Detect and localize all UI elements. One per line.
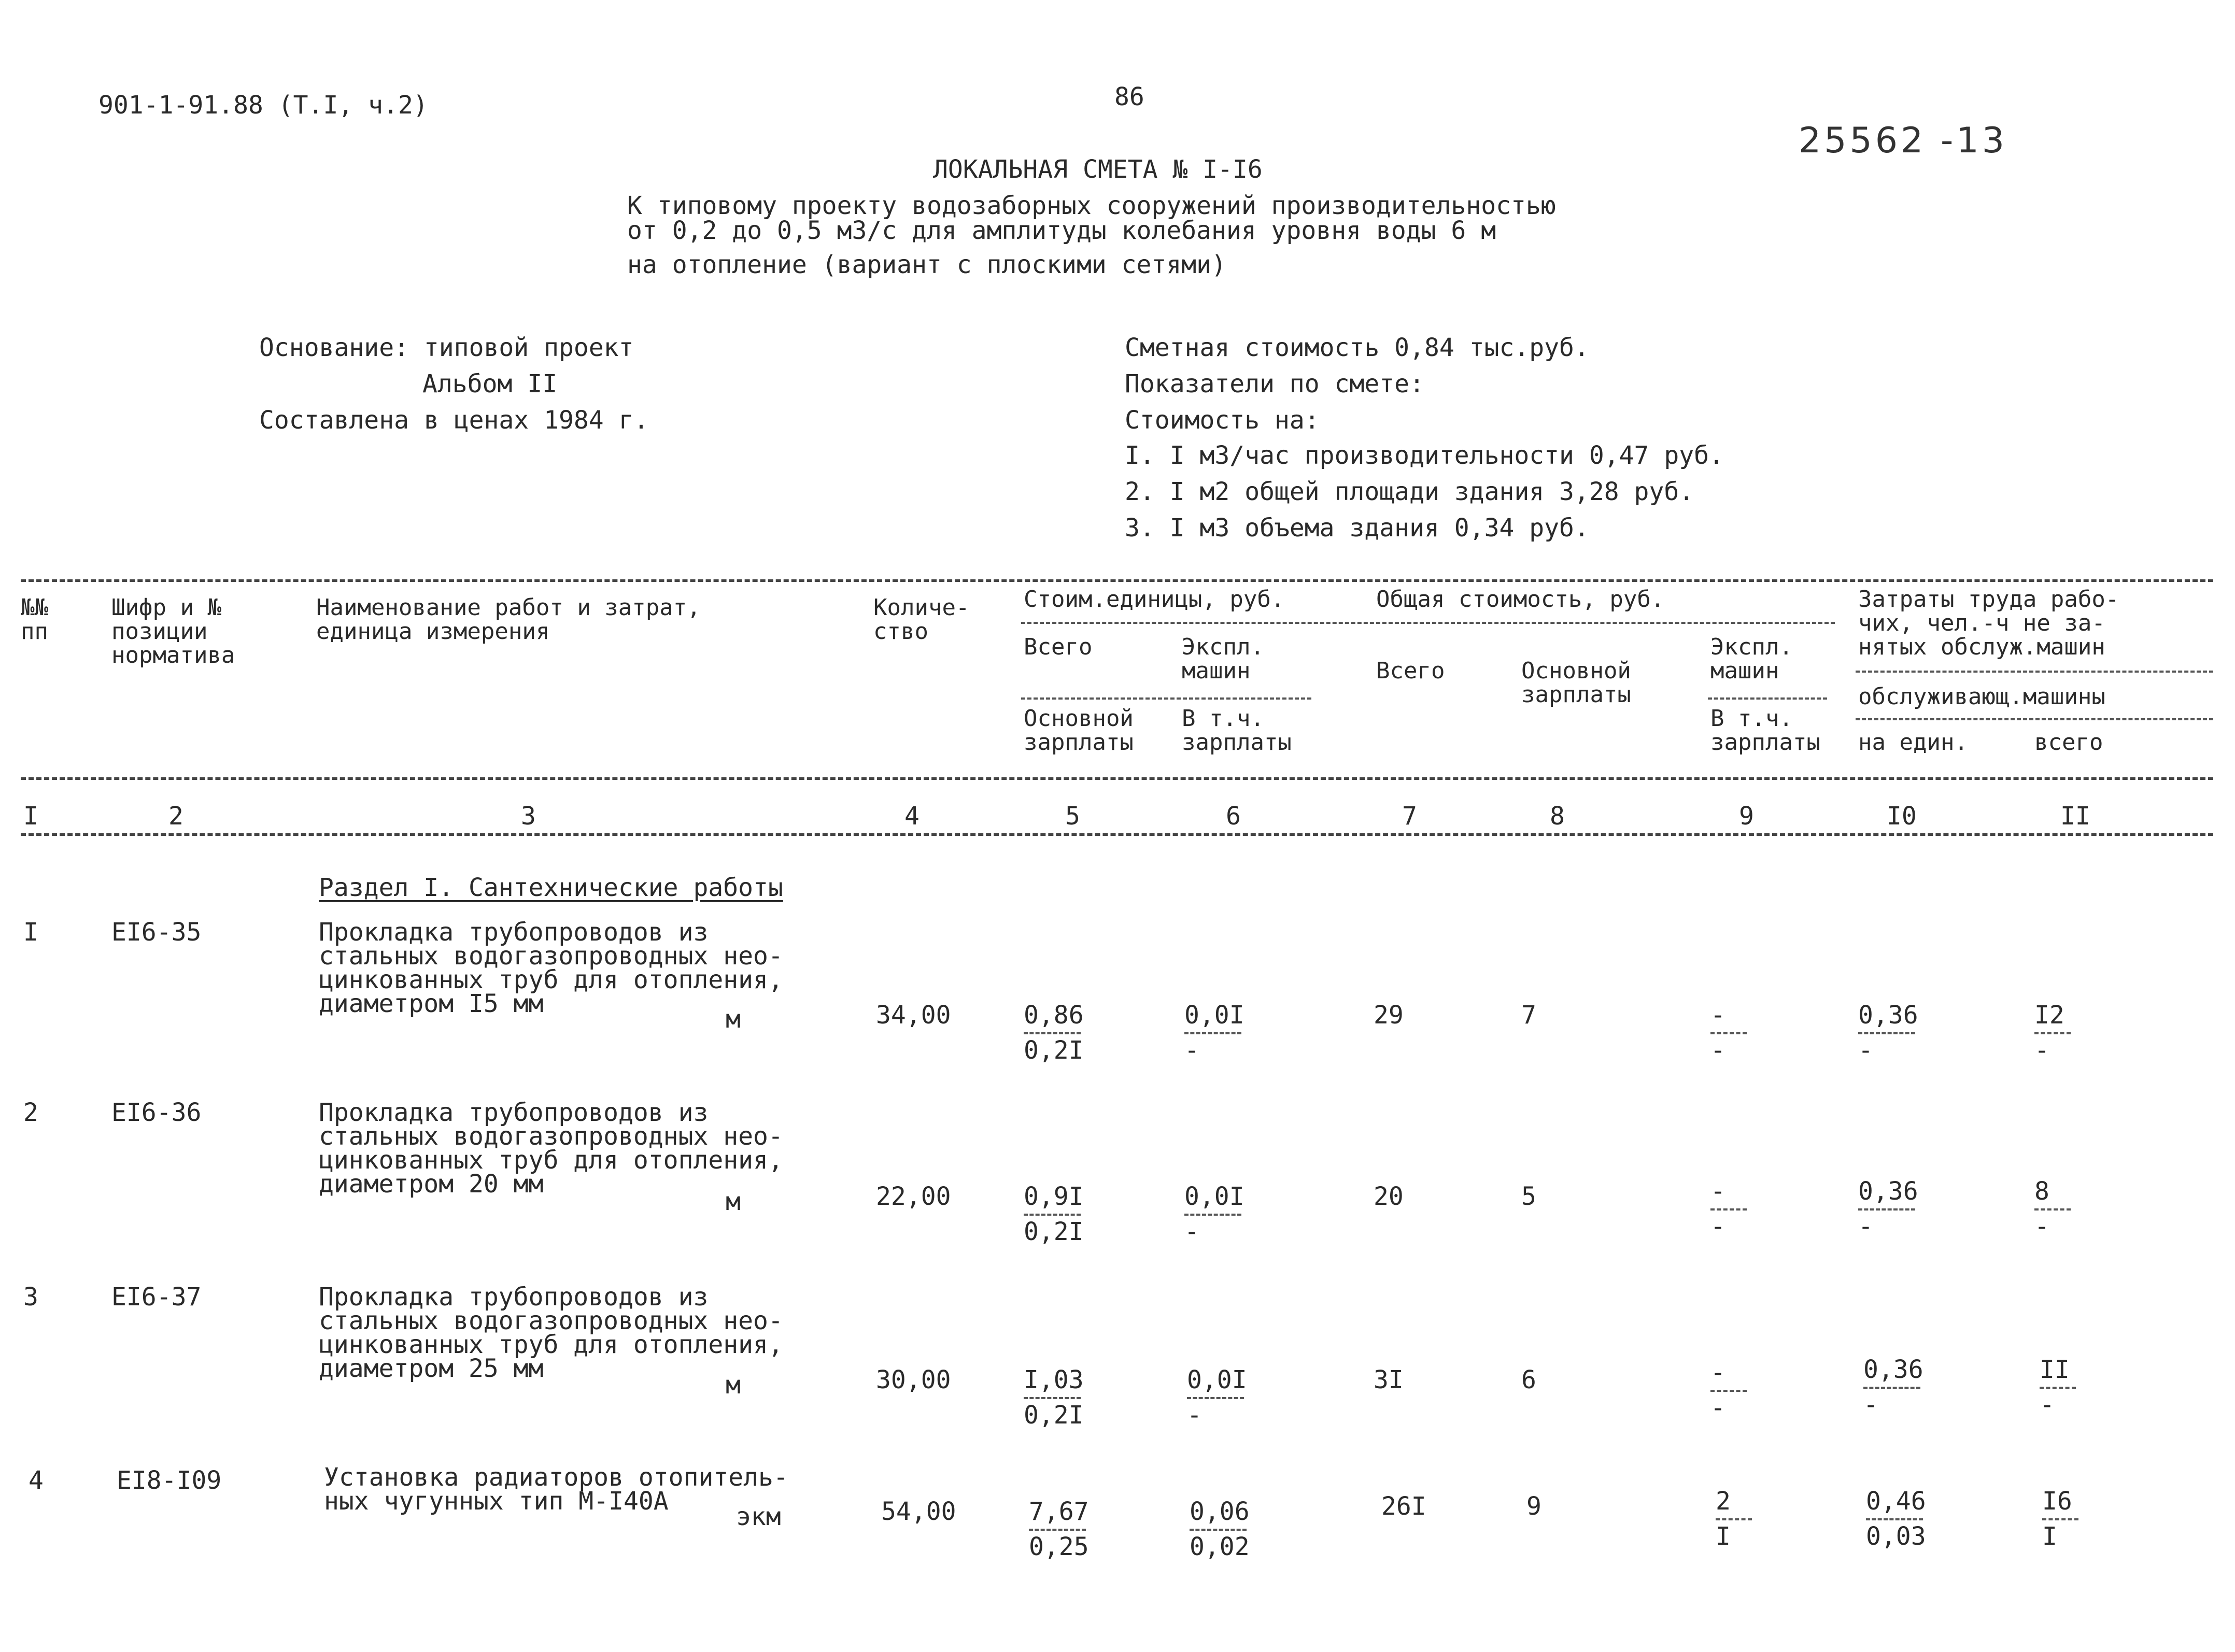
row-work-name: Установка радиаторов отопитель- ных чугунных тип М-I40А [324, 1463, 788, 1516]
labor-per-unit: 0,36 [1858, 1001, 1918, 1030]
column-number: 8 [1550, 802, 1565, 831]
row-labor-total [2042, 1487, 2104, 1550]
header-group-unit-cost: Стоим.единицы, руб. [1024, 586, 1285, 613]
labor-per-unit-machines: - [1863, 1390, 1878, 1419]
labor-total-machines: - [2034, 1036, 2049, 1065]
header-col-9-bottom: В т.ч. зарплаты [1710, 705, 1820, 756]
row-labor-per-unit [1858, 1001, 1920, 1064]
cost-line-3: Стоимость на: [1125, 406, 1320, 435]
column-number: 5 [1065, 802, 1080, 831]
labor-per-unit-machines: - [1858, 1036, 1873, 1065]
labor-total-machines: - [2034, 1212, 2049, 1241]
column-number: 2 [168, 802, 183, 831]
column-number: I [23, 802, 38, 831]
column-number: 9 [1739, 802, 1754, 831]
header-bottom-rule [21, 777, 2213, 780]
row-unit-cost-total [1024, 1366, 1086, 1429]
column-numbers-rule [21, 833, 2213, 836]
header-col-7: Всего [1376, 658, 1445, 684]
row-unit-cost-total [1024, 1001, 1086, 1064]
row-unit: м [726, 1371, 741, 1400]
labor-total-machines: - [2040, 1390, 2055, 1419]
labor-per-unit-machines: 0,03 [1866, 1522, 1926, 1551]
unit-machines: 0,0I [1187, 1365, 1247, 1394]
column-number: I0 [1887, 802, 1917, 831]
row-number: 3 [23, 1283, 38, 1312]
row-labor-per-unit [1866, 1487, 1928, 1550]
subtitle-line-1: К типовому проекту водозаборных сооружений производительностью [627, 191, 1556, 220]
column-number: 4 [904, 802, 920, 831]
unit-cost-wages: 0,2I [1024, 1217, 1084, 1246]
document-title: ЛОКАЛЬНАЯ СМЕТА № I-I6 [933, 155, 1263, 184]
total-machines: - [1710, 1001, 1725, 1030]
total-machines: 2 [1716, 1487, 1731, 1516]
row-unit: м [726, 1005, 741, 1034]
header-labor-rule-2 [1856, 718, 2213, 720]
header-col-5-bottom: Основной зарплаты [1024, 705, 1134, 756]
basis-line-1: Основание: типовой проект [259, 333, 634, 362]
unit-machines-wages: 0,02 [1190, 1532, 1250, 1561]
unit-cost-wages: 0,2I [1024, 1036, 1084, 1065]
row-work-name: Прокладка трубопроводов из стальных водогазопроводных нео- цинкованных труб для отопления, диаметром 25 мм [319, 1283, 783, 1383]
row-quantity: 34,00 [876, 1001, 951, 1030]
row-total-machines [1710, 1177, 1773, 1241]
labor-total: I2 [2034, 1001, 2064, 1030]
header-col-4: Количе- ство [873, 594, 970, 645]
header-col-9-top: Экспл. машин [1710, 634, 1793, 684]
row-code: EI6-37 [111, 1283, 202, 1312]
row-code: EI6-35 [111, 918, 202, 947]
header-col-6-top: Экспл. машин [1182, 634, 1264, 684]
row-unit-cost-machines [1190, 1498, 1252, 1561]
labor-per-unit-machines: - [1858, 1212, 1873, 1241]
header-labor-sub: обслуживающ.машины [1858, 683, 2105, 710]
row-number: I [23, 918, 38, 947]
row-labor-total [2034, 1001, 2097, 1064]
row-labor-per-unit [1858, 1177, 1920, 1241]
row-total-cost: 26I [1381, 1492, 1426, 1521]
row-unit: м [726, 1187, 741, 1216]
row-unit-cost-total [1029, 1498, 1091, 1561]
column-number: II [2060, 802, 2090, 831]
header-labor-rule-1 [1856, 671, 2213, 673]
row-quantity: 54,00 [881, 1497, 956, 1526]
document-code: 901-1-91.88 (Т.I, ч.2) [98, 91, 428, 120]
total-machines-wages: - [1710, 1393, 1725, 1422]
row-unit-cost-machines [1184, 1001, 1247, 1064]
unit-cost-total: 0,86 [1024, 1001, 1084, 1030]
unit-cost-wages: 0,25 [1029, 1532, 1089, 1561]
unit-machines-wages: - [1187, 1401, 1202, 1430]
labor-total-machines: I [2042, 1522, 2057, 1551]
unit-cost-total: 7,67 [1029, 1497, 1089, 1526]
table-top-rule [21, 579, 2213, 582]
column-number: 6 [1226, 802, 1241, 831]
total-machines-wages: - [1710, 1036, 1725, 1065]
column-number: 7 [1402, 802, 1417, 831]
row-quantity: 30,00 [876, 1365, 951, 1394]
row-labor-per-unit [1863, 1356, 1926, 1419]
labor-total: II [2040, 1355, 2070, 1384]
header-col-2: Шифр и № позиции норматива [111, 594, 235, 668]
header-group-total-cost: Общая стоимость, руб. [1376, 586, 1665, 613]
header-col-5-top: Всего [1024, 634, 1093, 660]
row-total-wages: 7 [1521, 1001, 1536, 1030]
unit-cost-wages: 0,2I [1024, 1401, 1084, 1430]
total-machines-wages: I [1716, 1522, 1731, 1551]
header-col-11: всего [2034, 729, 2103, 756]
row-total-machines [1710, 1359, 1773, 1422]
row-total-cost: 20 [1374, 1182, 1404, 1211]
cost-line-6: 3. I м3 объема здания 0,34 руб. [1125, 514, 1589, 543]
cost-line-1: Сметная стоимость 0,84 тыс.руб. [1125, 333, 1589, 362]
total-machines: - [1710, 1358, 1725, 1387]
header-group-rule [1021, 622, 1835, 624]
header-group-labor: Затраты труда рабо- чих, чел.-ч не за- нятых обслуж.машин [1858, 586, 2119, 660]
row-code: EI8-I09 [117, 1466, 222, 1495]
row-work-name: Прокладка трубопроводов из стальных водогазопроводных нео- цинкованных труб для отопления, диаметром I5 мм [319, 918, 783, 1018]
header-col-3: Наименование работ и затрат, единица измерения [316, 594, 701, 645]
cost-line-4: I. I м3/час производительности 0,47 руб. [1125, 441, 1724, 470]
header-col-1: №№ пп [21, 594, 48, 645]
total-machines: - [1710, 1177, 1725, 1206]
row-unit: экм [736, 1502, 781, 1531]
cost-line-2: Показатели по смете: [1125, 369, 1424, 398]
row-total-cost: 3I [1374, 1365, 1404, 1394]
labor-per-unit: 0,36 [1858, 1177, 1918, 1206]
labor-per-unit: 0,36 [1863, 1355, 1923, 1384]
header-unit-sub-rule [1021, 697, 1311, 700]
unit-machines-wages: - [1184, 1036, 1199, 1065]
row-labor-total [2034, 1177, 2097, 1241]
row-total-machines [1710, 1001, 1773, 1064]
header-col-6-bottom: В т.ч. зарплаты [1182, 705, 1292, 756]
unit-cost-total: 0,9I [1024, 1182, 1084, 1211]
row-number: 2 [23, 1098, 38, 1127]
subtitle-line-3: на отопление (вариант с плоскими сетями) [627, 250, 1226, 279]
row-code: EI6-36 [111, 1098, 202, 1127]
subtitle-line-2: от 0,2 до 0,5 м3/с для амплитуды колебания уровня воды 6 м [627, 216, 1496, 245]
total-machines-wages: - [1710, 1212, 1725, 1241]
row-total-wages: 9 [1526, 1492, 1541, 1521]
row-unit-cost-machines [1184, 1183, 1247, 1246]
stamp-number: 25562 -13 [1799, 120, 2007, 161]
row-work-name: Прокладка трубопроводов из стальных водогазопроводных нео- цинкованных труб для отопления, диаметром 20 мм [319, 1098, 783, 1199]
page-number: 86 [1114, 82, 1144, 111]
labor-total: 8 [2034, 1177, 2049, 1206]
row-total-wages: 5 [1521, 1182, 1536, 1211]
row-labor-total [2040, 1356, 2102, 1419]
unit-machines: 0,0I [1184, 1001, 1244, 1030]
row-quantity: 22,00 [876, 1182, 951, 1211]
labor-total: I6 [2042, 1487, 2072, 1516]
row-unit-cost-total [1024, 1183, 1086, 1246]
row-total-cost: 29 [1374, 1001, 1404, 1030]
section-title: Раздел I. Сантехнические работы [319, 873, 783, 902]
header-col-9-rule [1708, 697, 1827, 700]
column-number: 3 [521, 802, 536, 831]
header-col-10: на един. [1858, 729, 1968, 756]
row-total-machines [1716, 1487, 1778, 1550]
unit-cost-total: I,03 [1024, 1365, 1084, 1394]
row-total-wages: 6 [1521, 1365, 1536, 1394]
basis-line-3: Составлена в ценах 1984 г. [259, 406, 649, 435]
row-number: 4 [29, 1466, 44, 1495]
unit-machines-wages: - [1184, 1217, 1199, 1246]
labor-per-unit: 0,46 [1866, 1487, 1926, 1516]
basis-line-2: Альбом II [422, 369, 558, 398]
unit-machines: 0,0I [1184, 1182, 1244, 1211]
header-col-8: Основной зарплаты [1521, 658, 1631, 708]
unit-machines: 0,06 [1190, 1497, 1250, 1526]
row-unit-cost-machines [1187, 1366, 1249, 1429]
cost-line-5: 2. I м2 общей площади здания 3,28 руб. [1125, 477, 1694, 506]
